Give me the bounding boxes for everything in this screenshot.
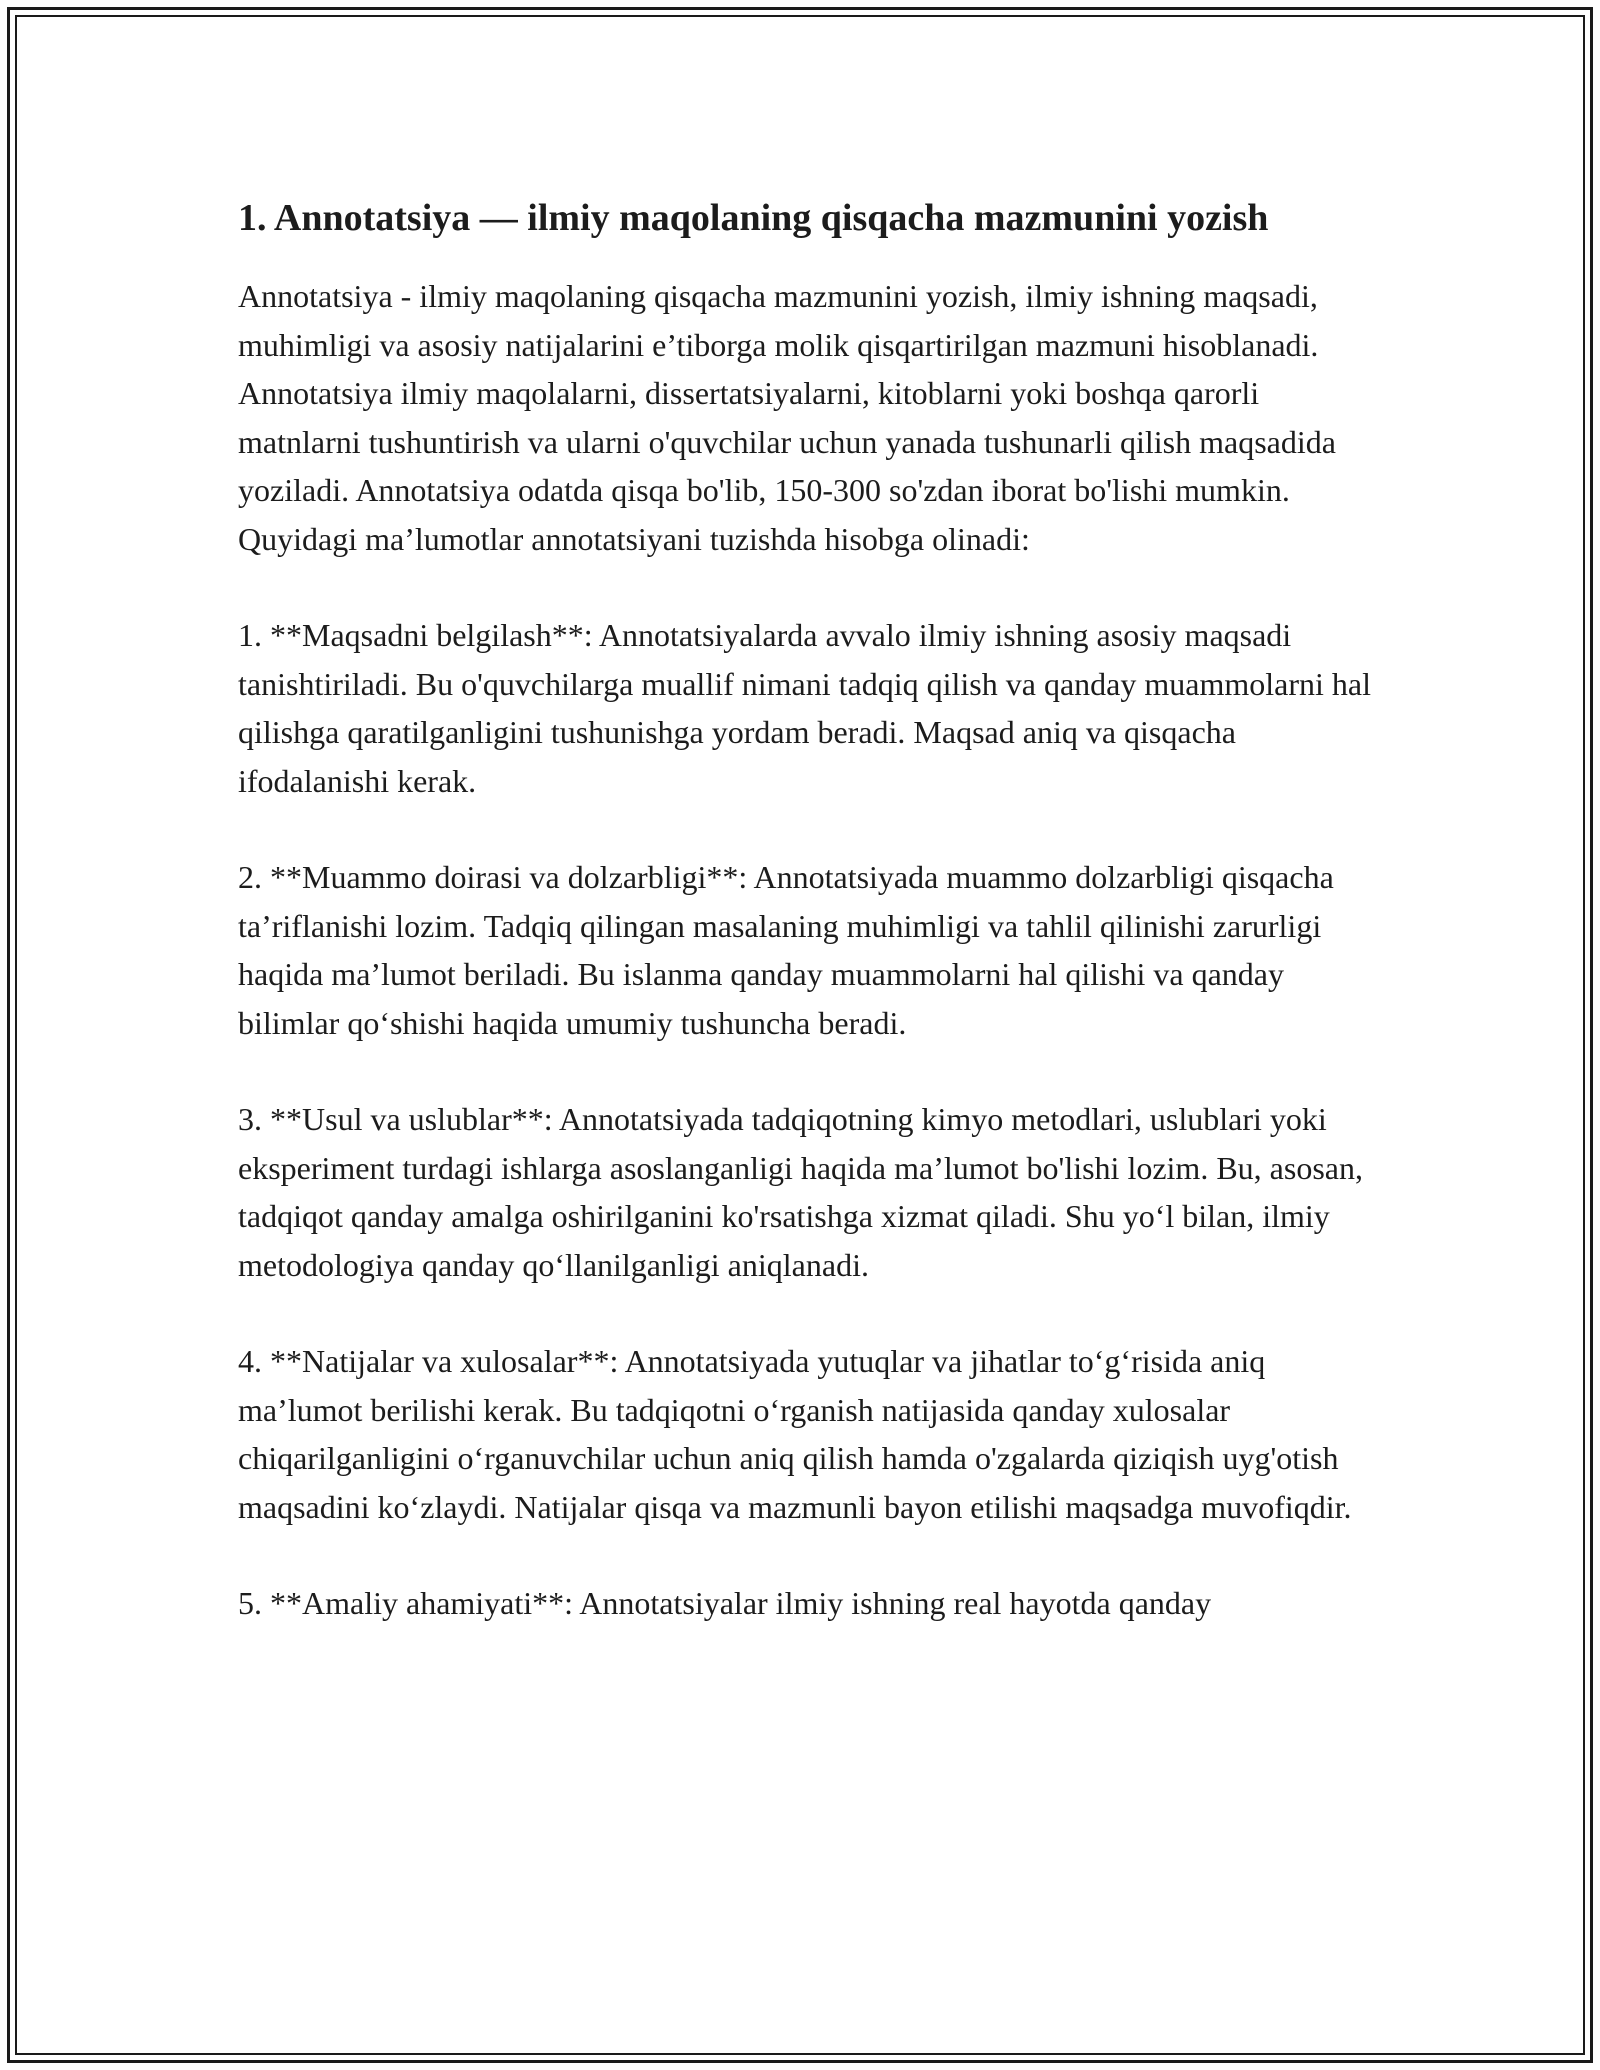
page-frame: [7, 7, 1593, 2063]
list-item-usul: 3. **Usul va uslublar**: Annotatsiyada tadqiqotning kimyo metodlari, uslublari yoki eksperiment turdagi ishlarga asoslanganligi haqida ma’lumot bo'lishi lozim. Bu, asosan, tadqiqot qanday amalga oshirilganini ko'rsatishga xizmat qiladi. Shu yo‘l bilan, ilmiy metodologiya qanday qo‘llanilganligi aniqlanadi.: [238, 1101, 1363, 1283]
document-title: 1. Annotatsiya — ilmiy maqolaning qisqacha mazmunini yozish: [238, 197, 1269, 239]
document-body: [238, 190, 1388, 1676]
intro-paragraph: Annotatsiya - ilmiy maqolaning qisqacha mazmunini yozish, ilmiy ishning maqsadi, muhimligi va asosiy natijalarini e’tiborga molik qisqartirilgan mazmuni hisoblanadi. Annotatsiya ilmiy maqolalarni, dissertatsiyalarni, kitoblarni yoki boshqa qarorli matnlarni tushuntirish va ularni o'quvchilar uchun yanada tushunarli qilish maqsadida yoziladi. Annotatsiya odatda qisqa bo'lib, 150-300 so'zdan iborat bo'lishi mumkin. Quyidagi ma’lumotlar annotatsiyani tuzishda hisobga olinadi:: [238, 278, 1336, 557]
list-item-maqsad: 1. **Maqsadni belgilash**: Annotatsiyalarda avvalo ilmiy ishning asosiy maqsadi tanishtiriladi. Bu o'quvchilarga muallif nimani tadqiq qilish va qanday muammolarni hal qilishga qaratilganligini tushunishga yordam beradi. Maqsad aniq va qisqacha ifodalanishi kerak.: [238, 617, 1371, 799]
list-item-muammo: 2. **Muammo doirasi va dolzarbligi**: Annotatsiyada muammo dolzarbligi qisqacha ta’riflanishi lozim. Tadqiq qilingan masalaning muhimligi va tahlil qilinishi zarurligi haqida ma’lumot beriladi. Bu islanma qanday muammolarni hal qilishi va qanday bilimlar qo‘shishi haqida umumiy tushuncha beradi.: [238, 859, 1334, 1041]
list-item-amaliy: 5. **Amaliy ahamiyati**: Annotatsiyalar ilmiy ishning real hayotda qanday: [238, 1585, 1212, 1621]
list-item-natijalar: 4. **Natijalar va xulosalar**: Annotatsiyada yutuqlar va jihatlar to‘g‘risida aniq ma’lumot berilishi kerak. Bu tadqiqotni o‘rganish natijasida qanday xulosalar chiqarilganligini o‘rganuvchilar uchun aniq qilish hamda o'zgalarda qiziqish uyg'otish maqsadini ko‘zlaydi. Natijalar qisqa va mazmunli bayon etilishi maqsadga muvofiqdir.: [238, 1343, 1352, 1525]
